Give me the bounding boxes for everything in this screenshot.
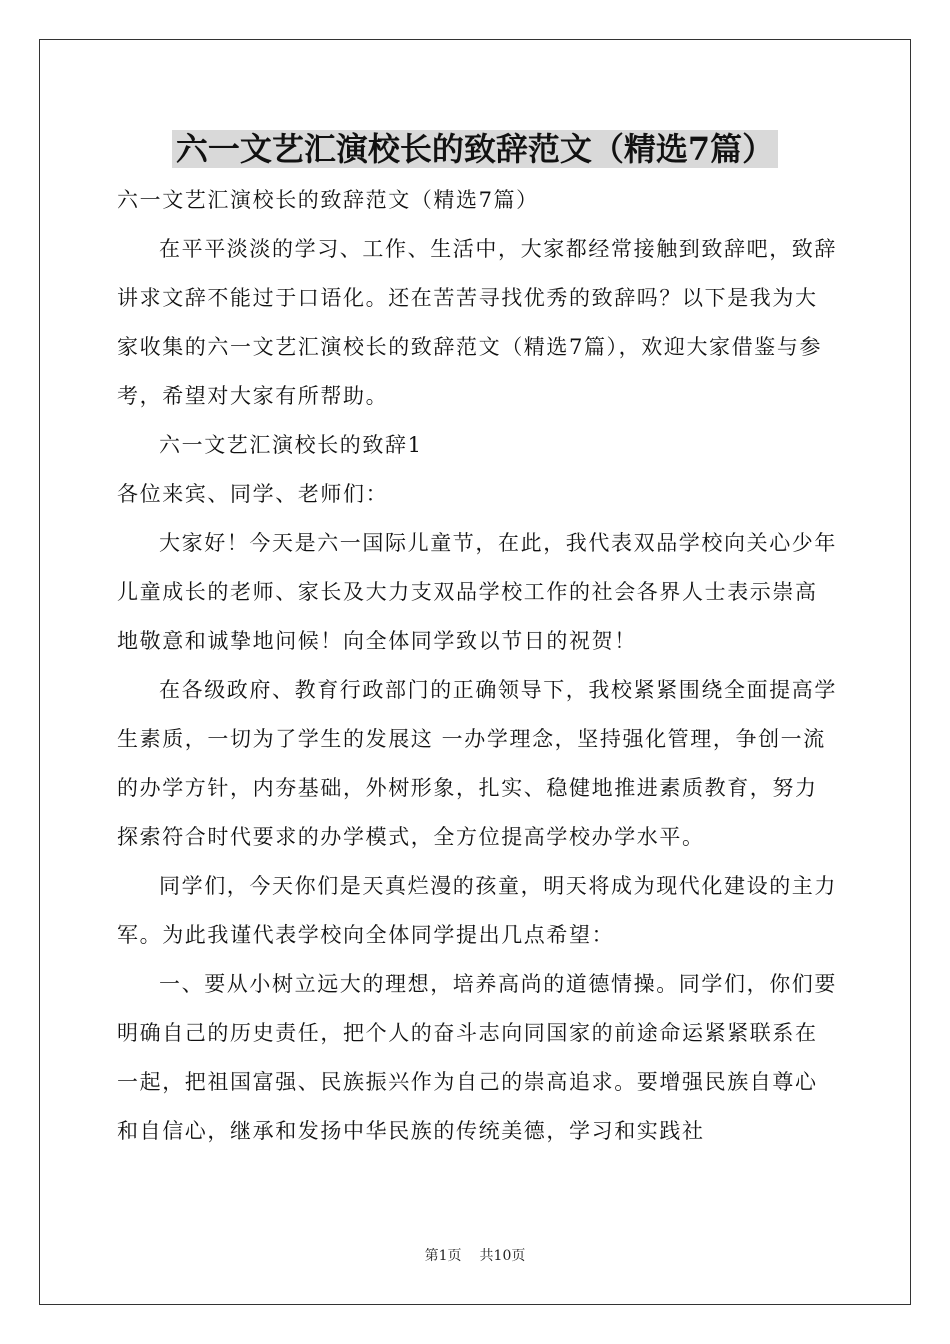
paragraph-subtitle: 六一文艺汇演校长的致辞范文（精选7篇） (117, 188, 539, 212)
page-total: 共10页 (479, 1248, 526, 1264)
section-heading: 六一文艺汇演校长的致辞1 (159, 433, 423, 457)
document-title (0, 124, 950, 174)
paragraph-hope-one: 一、要从小树立远大的理想，培养高尚的道德情操。同学们，你们要明确自己的历史责任，把个人的奋斗志向同国家的前途命运紧紧联系在一起，把祖国富强、民族振兴作为自己的崇高追求。要增强民族自尊心和自信心，继承和发扬中华民族的传统美德，学习和实践社 (117, 972, 837, 1143)
paragraph-intro: 在平平淡淡的学习、工作、生活中，大家都经常接触到致辞吧，致辞讲求文辞不能过于口语化。还在苦苦寻找优秀的致辞吗？以下是我为大家收集的六一文艺汇演校长的致辞范文（精选7篇），欢迎大家借鉴与参考，希望对大家有所帮助。 (117, 237, 837, 408)
paragraph-greeting: 大家好！今天是六一国际儿童节，在此，我代表双品学校向关心少年儿童成长的老师、家长及大力支双品学校工作的社会各界人士表示崇高地敬意和诚挚地问候！向全体同学致以节日的祝贺！ (117, 531, 837, 653)
page-footer (0, 1245, 950, 1265)
paragraph-students: 同学们，今天你们是天真烂漫的孩童，明天将成为现代化建设的主力军。为此我谨代表学校向全体同学提出几点希望： (117, 874, 837, 947)
paragraph-salutation: 各位来宾、同学、老师们： (117, 482, 389, 506)
document-title-text: 六一文艺汇演校长的致辞范文（精选7篇） (172, 130, 778, 168)
paragraph-school: 在各级政府、教育行政部门的正确领导下，我校紧紧围绕全面提高学生素质，一切为了学生的发展这 一办学理念，坚持强化管理，争创一流的办学方针，内夯基础，外树形象，扎实、稳健地推进素质教育，努力探索符合时代要求的办学模式，全方位提高学校办学水平。 (117, 678, 837, 849)
page-number: 第1页 (424, 1248, 462, 1264)
document-body (117, 176, 837, 1156)
